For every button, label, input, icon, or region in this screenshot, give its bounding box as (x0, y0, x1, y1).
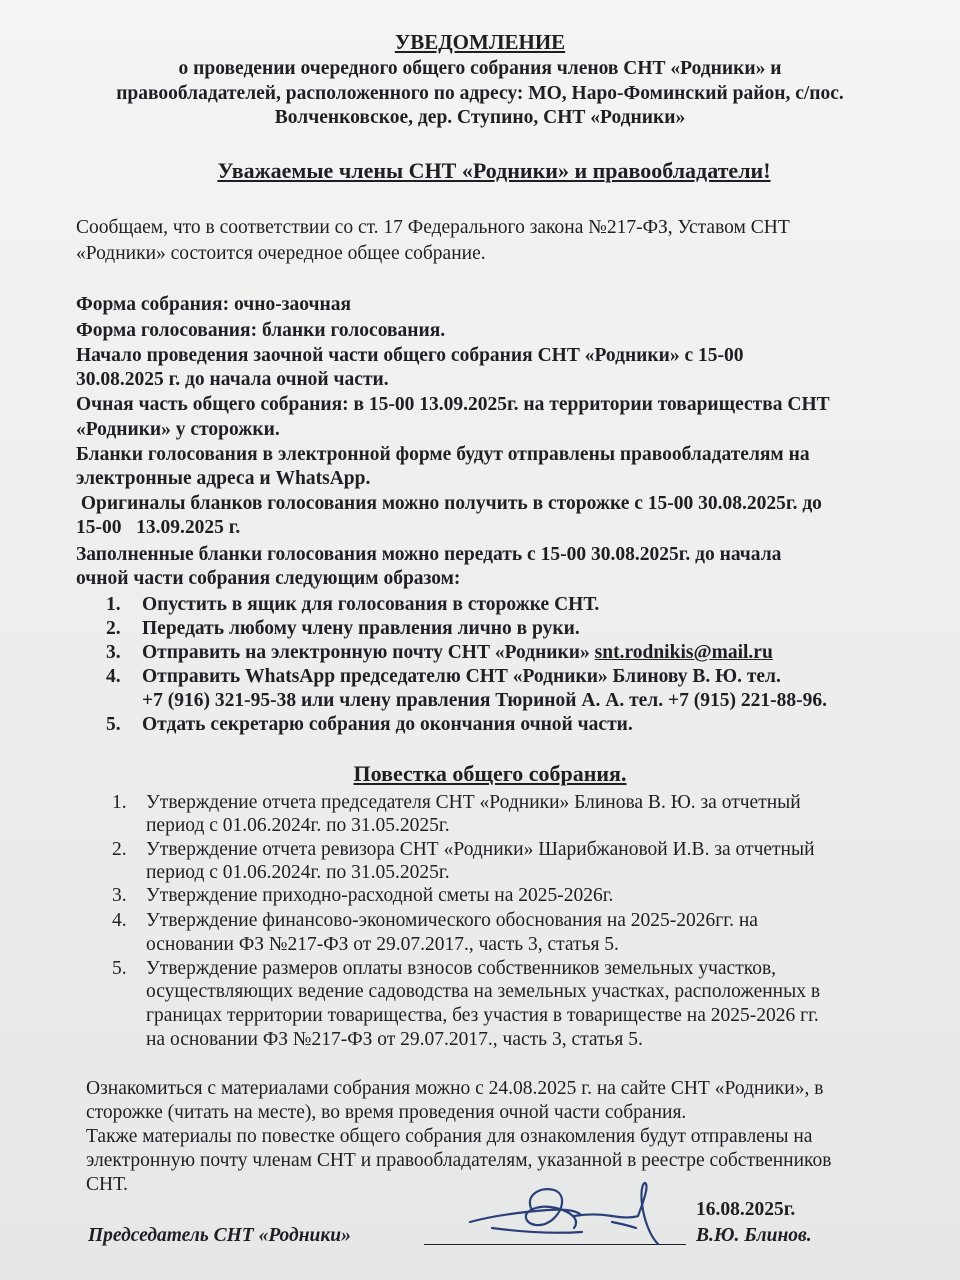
details-line-4: 30.08.2025 г. до начала очной части. (76, 369, 389, 390)
closing-line-2: сторожке (читать на месте), во время проведения очной части собрания. (86, 1102, 687, 1123)
closing-line-5: СНТ. (86, 1174, 128, 1195)
agenda-text: осуществляющих ведение садоводства на земельных участках, расположенных в (146, 981, 821, 1002)
intro-line-2: «Родники» состоится очередное общее собрание. (76, 243, 486, 264)
intro-line-1: Сообщаем, что в соответствии со ст. 17 Федерального закона №217-ФЗ, Уставом СНТ (76, 217, 790, 238)
details-line-8: электронные адреса и WhatsApp. (76, 468, 371, 489)
agenda-text: на основании ФЗ №217-ФЗ от 29.07.2017., часть 3, статья 5. (146, 1029, 643, 1050)
method-num: 2. (106, 618, 121, 639)
email-link[interactable]: snt.rodnikis@mail.ru (594, 642, 773, 663)
subtitle-line-2: правообладателей, расположенного по адресу: МО, Наро-Фоминский район, с/пос. (116, 83, 844, 104)
closing-line-4: электронную почту членам СНТ и правообладателям, указанной в реестре собственников (86, 1150, 832, 1171)
method-text: Передать любому члену правления лично в руки. (142, 618, 580, 639)
agenda-text: Утверждение отчета председателя СНТ «Родники» Блинова В. Ю. за отчетный (146, 792, 801, 813)
agenda-text: основании ФЗ №217-ФЗ от 29.07.2017., часть 3, статья 5. (146, 934, 619, 955)
details-line-7: Бланки голосования в электронной форме будут отправлены правообладателям на (76, 444, 810, 465)
details-line-10: 15-00 13.09.2025 г. (76, 517, 241, 538)
details-line-5: Очная часть общего собрания: в 15-00 13.09.2025г. на территории товарищества СНТ (76, 394, 830, 415)
agenda-num: 5. (112, 958, 127, 979)
closing-line-1: Ознакомиться с материалами собрания можно с 24.08.2025 г. на сайте СНТ «Родники», в (86, 1078, 824, 1099)
subtitle-line-3: Волченковское, дер. Ступино, СНТ «Родники» (274, 107, 686, 128)
details-line-11: Заполненные бланки голосования можно передать с 15-00 30.08.2025г. до начала (76, 544, 782, 565)
method-text: Отправить на электронную почту СНТ «Родники» (142, 642, 595, 663)
agenda-num: 3. (112, 885, 127, 906)
method-text: Опустить в ящик для голосования в сторожке СНТ. (142, 594, 600, 615)
agenda-text: Утверждение приходно-расходной сметы на 2025-2026г. (146, 885, 614, 906)
signatory-name: В.Ю. Блинов. (696, 1225, 812, 1246)
agenda-text: период с 01.06.2024г. по 31.05.2025г. (146, 815, 450, 836)
method-num: 1. (106, 594, 121, 615)
signatory-position: Председатель СНТ «Родники» (88, 1225, 351, 1246)
agenda-text: Утверждение размеров оплаты взносов собственников земельных участков, (146, 958, 777, 979)
agenda-num: 2. (112, 839, 127, 860)
details-line-6: «Родники» у сторожки. (76, 419, 280, 440)
details-line-12: очной части собрания следующим образом: (76, 568, 461, 589)
details-line-2: Форма голосования: бланки голосования. (76, 320, 446, 341)
method-text-email-row (142, 641, 773, 665)
method-text: +7 (916) 321-95-38 или члену правления Тюриной А. А. тел. +7 (915) 221-88-96. (142, 690, 827, 711)
agenda-num: 4. (112, 910, 127, 931)
signature-image (462, 1170, 682, 1260)
agenda-title: Повестка общего собрания. (353, 761, 627, 786)
method-num: 4. (106, 666, 121, 687)
agenda-num: 1. (112, 792, 127, 813)
details-line-1: Форма собрания: очно-заочная (76, 294, 352, 315)
closing-line-3: Также материалы по повестке общего собрания для ознакомления будут отправлены на (86, 1126, 813, 1147)
agenda-text: границах территории товарищества, без участия в товариществе на 2025-2026 гг. (146, 1005, 819, 1026)
method-num: 5. (106, 714, 121, 735)
method-num: 3. (106, 642, 121, 663)
subtitle-line-1: о проведении очередного общего собрания членов СНТ «Родники» и (178, 58, 782, 79)
details-line-9: Оригиналы бланков голосования можно получить в сторожке с 15-00 30.08.2025г. до (76, 493, 822, 514)
method-text: Отправить WhatsApp председателю СНТ «Родники» Блинову В. Ю. тел. (142, 666, 781, 687)
document-title: УВЕДОМЛЕНИЕ (394, 30, 566, 54)
agenda-text: период с 01.06.2024г. по 31.05.2025г. (146, 862, 450, 883)
method-text: Отдать секретарю собрания до окончания очной части. (142, 714, 633, 735)
document-date: 16.08.2025г. (696, 1199, 796, 1220)
agenda-text: Утверждение финансово-экономического обоснования на 2025-2026гг. на (146, 910, 758, 931)
greeting: Уважаемые члены СНТ «Родники» и правообладатели! (217, 158, 771, 183)
details-line-3: Начало проведения заочной части общего собрания СНТ «Родники» с 15-00 (76, 345, 744, 366)
agenda-text: Утверждение отчета ревизора СНТ «Родники» Шарибжановой И.В. за отчетный (146, 839, 815, 860)
